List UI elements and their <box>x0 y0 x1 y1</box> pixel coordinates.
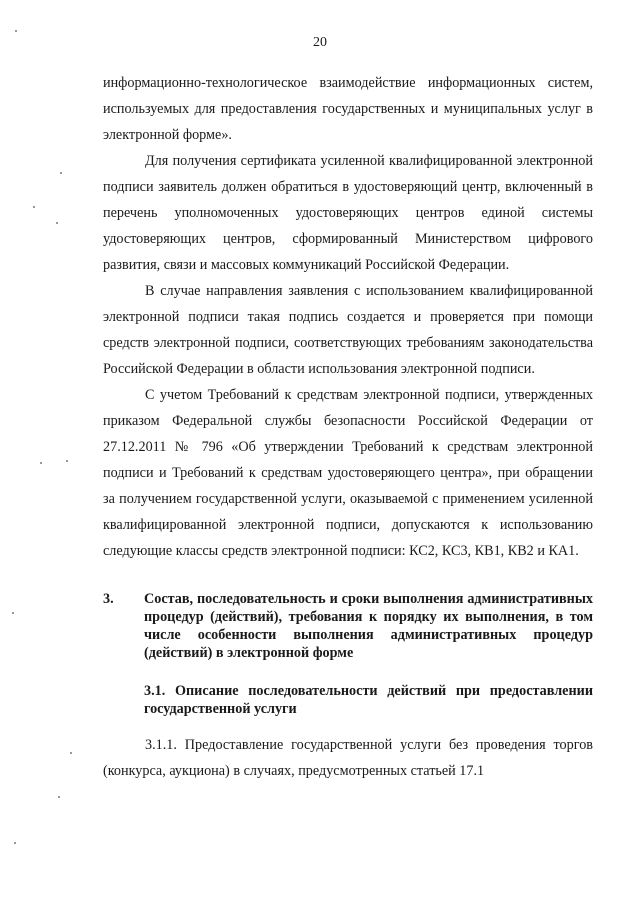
scan-speck <box>58 796 60 798</box>
scan-speck <box>60 172 62 174</box>
scan-speck <box>14 842 16 844</box>
scan-speck <box>66 460 68 462</box>
paragraph-continuation: информационно-технологическое взаимодействие информационных систем, используемых для предоставления государственных и муниципальных услуг в электронной форме». <box>103 75 593 143</box>
paragraph-signature-classes: С учетом Требований к средствам электронной подписи, утвержденных приказом Федеральной службы безопасности Российской Федерации от 27.12.2011 № 796 «Об утверждении Требований к средствам электронной подписи и Требований к средствам удостоверяющего центра», при обращении за получением государственной услуги, оказываемой с применением усиленной квалифицированной электронной подписи, допускаются к использованию следующие классы средств электронной подписи: КС2, КС3, КВ1, КВ2 и КА1. <box>103 387 593 559</box>
document-body <box>103 70 593 784</box>
scan-speck <box>40 462 42 464</box>
scan-speck <box>56 222 58 224</box>
page-number: 20 <box>313 35 327 50</box>
scan-speck <box>15 30 17 32</box>
section-3-1-heading: 3.1. Описание последовательности действий при предоставлении государственной услуги <box>144 683 593 717</box>
scan-speck <box>12 612 14 614</box>
paragraph-certificate: Для получения сертификата усиленной квалифицированной электронной подписи заявитель должен обратиться в удостоверяющий центр, включенный в перечень уполномоченных удостоверяющих центров единой системы удостоверяющих центров, сформированный Министерством цифрового развития, связи и массовых коммуникаций Российской Федерации. <box>103 153 593 273</box>
scan-speck <box>33 206 35 208</box>
scan-speck <box>70 752 72 754</box>
paragraph-3-1-1: 3.1.1. Предоставление государственной услуги без проведения торгов (конкурса, аукциона) в случаях, предусмотренных статьей 17.1 <box>103 737 593 779</box>
paragraph-signature-check: В случае направления заявления с использованием квалифицированной электронной подписи такая подпись создается и проверяется при помощи средств электронной подписи, соответствующих требованиям законодательства Российской Федерации в области использования электронной подписи. <box>103 283 593 377</box>
section-3-title: Состав, последовательность и сроки выполнения административных процедур (действий), требования к порядку их выполнения, в том числе особенности выполнения административных процедур (действий) в электронной форме <box>144 591 593 661</box>
section-3-heading <box>103 590 593 662</box>
section-3-number: 3. <box>103 591 114 607</box>
